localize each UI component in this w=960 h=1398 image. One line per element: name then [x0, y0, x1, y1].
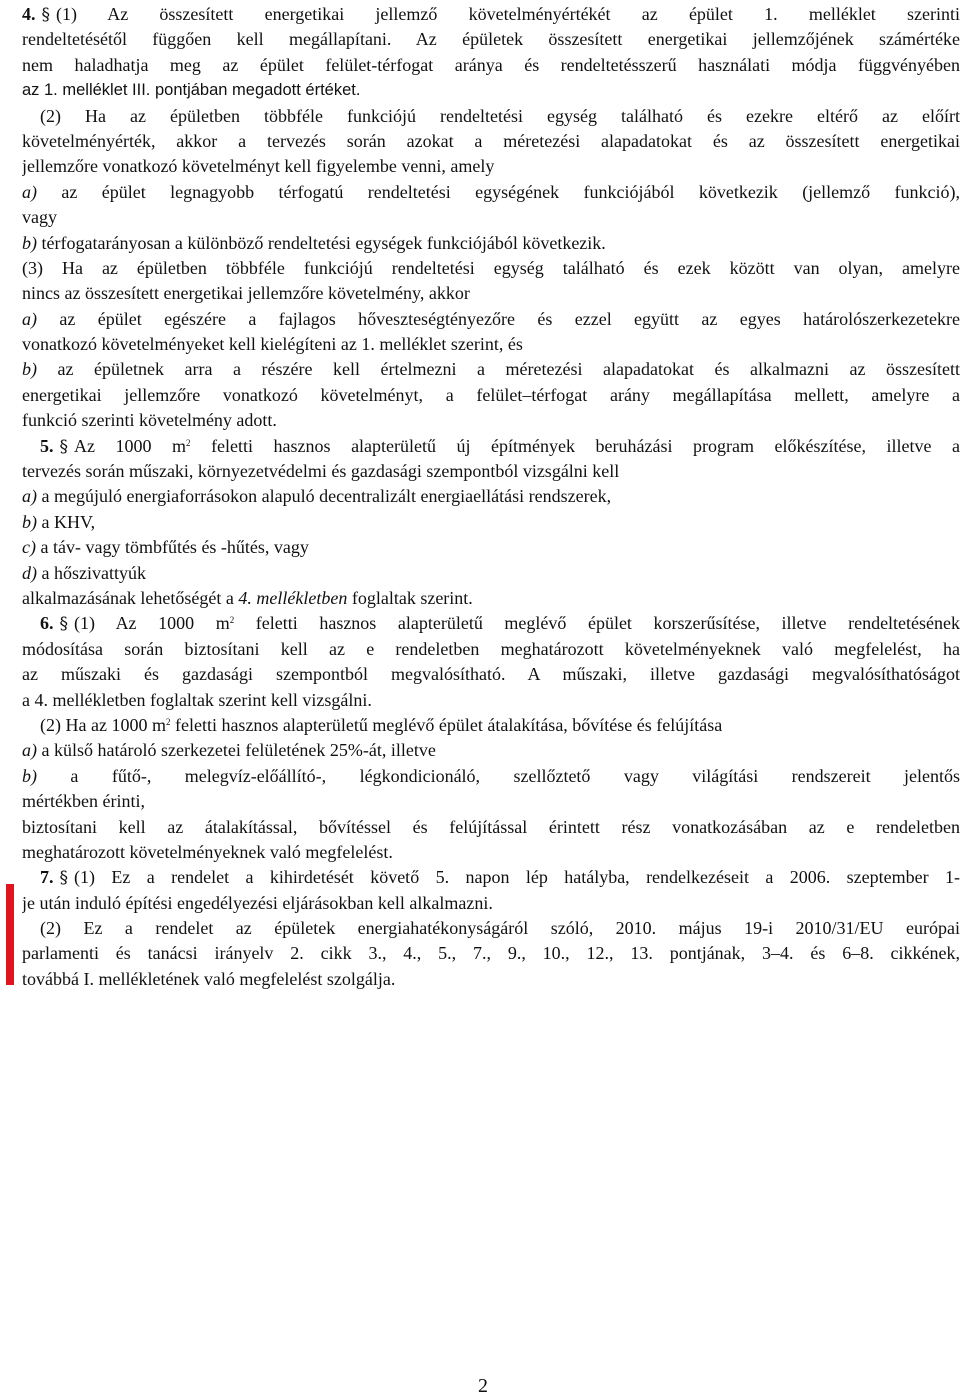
- text-line: je után induló építési engedélyezési eljárásokban kell alkalmazni.: [22, 892, 493, 913]
- superscript: 2: [165, 716, 171, 727]
- text-line: az 1. melléklet III. pontjában megadott értéket.: [22, 81, 361, 100]
- list-label: b): [22, 765, 37, 786]
- list-item: b) térfogatarányosan a különböző rendeltetési egységek funkciójából következik.: [22, 232, 606, 253]
- section-number: 7.: [40, 867, 54, 888]
- list-label: b): [22, 232, 37, 253]
- text-line: tervezés során műszaki, környezetvédelmi és gazdasági szempontból vizsgálni kell: [22, 461, 620, 482]
- text-line: alkalmazásának lehetőségét a 4. mellékletben foglaltak szerint.: [22, 587, 473, 608]
- text-line: 4. § (1) Az összesített energetikai jellemző követelményértékét az épület 1. melléklet szerinti: [22, 4, 960, 25]
- list-label: b): [22, 511, 37, 532]
- text-line: 5. § Az 1000 $m^2$ feletti hasznos alapterületű új építmények beruházási program előkészítése, illetve a: [40, 435, 960, 457]
- text-line: követelményérték, akkor a tervezés során azokat a méretezési alapadatokat és az összesített energetikai: [22, 130, 960, 151]
- text-line: energetikai jellemzőre vonatkozó követelményt, a felület–térfogat arány megállapítása mellett, amelyre a: [22, 384, 960, 405]
- list-label: d): [22, 562, 37, 583]
- list-label: b): [22, 359, 37, 380]
- text-line: biztosítani kell az átalakítással, bővítéssel és felújítással érintett rész vonatkozásában az e rendeletben: [22, 816, 960, 837]
- text-line: mértékben érinti,: [22, 791, 145, 812]
- list-item: a) a külső határoló szerkezetei felületének 25%-át, illetve: [22, 740, 436, 761]
- paragraph-sign: §: [41, 5, 50, 25]
- section-number: 4.: [22, 4, 36, 24]
- text-line: (2) Ez a rendelet az épületek energiahatékonyságáról szóló, 2010. május 19-i 2010/31/EU európai: [40, 918, 960, 939]
- text-line: a 4. mellékletben foglaltak szerint kell vizsgálni.: [22, 689, 372, 710]
- page-number: 2: [478, 1375, 488, 1397]
- list-item: a) a megújuló energiaforrásokon alapuló decentralizált energiaellátási rendszerek,: [22, 486, 612, 507]
- text-line: módosítása során biztosítani kell az e rendeletben meghatározott követelményeknek való megfelelést, ha: [22, 638, 960, 659]
- text-line: jellemzőre vonatkozó követelményt kell figyelembe venni, amely: [22, 156, 495, 177]
- document-body: [22, 2, 960, 992]
- text-line: meghatározott követelményeknek való megfelelést.: [22, 841, 393, 862]
- list-label: a): [22, 181, 37, 202]
- list-item: c) a táv- vagy tömbfűtés és -hűtés, vagy: [22, 537, 309, 558]
- paragraph-sign: §: [59, 614, 68, 635]
- list-label: a): [22, 486, 37, 507]
- superscript: 2: [186, 437, 191, 448]
- superscript: 2: [229, 615, 235, 626]
- text-line: funkció szerinti követelmény adott.: [22, 410, 277, 431]
- list-label: a): [22, 740, 37, 761]
- list-item: a) az épület legnagyobb térfogatú rendeltetési egységének funkciójából következik (jellemző funkció),: [22, 181, 960, 202]
- text-line: 6. § (1) Az 1000 $m^2$ feletti hasznos alapterületű meglévő épület korszerűsítése, illetve rendeltetésének: [40, 613, 960, 635]
- text-line: 7. § (1) Ez a rendelet a kihirdetését követő 5. napon lép hatályba, rendelkezéseit a 2006. szeptember 1-: [40, 867, 960, 889]
- text-line: (2) Ha az 1000 $m^2$ feletti hasznos alapterületű meglévő épület átalakítása, bővítése és felújítása: [40, 714, 723, 735]
- list-label: a): [22, 308, 37, 329]
- change-marker-bar: [6, 884, 14, 985]
- list-item: d) a hőszivattyúk: [22, 562, 146, 583]
- text-line: az műszaki és gazdasági szempontból megvalósítható. A műszaki, illetve gazdasági megvalósíthatóságot: [22, 664, 960, 685]
- text-line: parlamenti és tanácsi irányelv 2. cikk 3., 4., 5., 7., 9., 10., 12., 13. pontjának, 3–4. és 6–8. cikkének,: [22, 943, 960, 964]
- text-line: továbbá I. mellékletének való megfelelést szolgálja.: [22, 968, 396, 989]
- section-number: 6.: [40, 613, 54, 634]
- text-line: (3) Ha az épületben többféle funkciójú rendeltetési egység található és ezek között van olyan, amelyre: [22, 257, 960, 278]
- list-item: a) az épület egészére a fajlagos hőveszteségtényezőre és ezzel együtt az egyes határolószerkezetekre: [22, 308, 960, 329]
- section-number: 5.: [40, 435, 54, 456]
- paragraph-sign: §: [59, 436, 68, 457]
- list-label: c): [22, 537, 36, 558]
- list-item: b) a KHV,: [22, 511, 96, 532]
- text-line: vagy: [22, 207, 57, 228]
- list-item: b) az épületnek arra a részére kell értelmezni a méretezési alapadatokat és alkalmazni az összesített: [22, 359, 960, 380]
- text-line: (2) Ha az épületben többféle funkciójú rendeltetési egység található és ezekre eltérő az előírt: [40, 105, 960, 126]
- text-line: nem haladhatja meg az épület felület-térfogat aránya és rendeltetésszerű használati módja függvényében: [22, 54, 960, 75]
- text-line: vonatkozó követelményeket kell kielégíteni az 1. melléklet szerint, és: [22, 334, 523, 355]
- list-item: b) a fűtő-, melegvíz-előállító-, légkondicionáló, szellőztető vagy világítási rendszereit jelentős: [22, 765, 960, 786]
- text-line: rendeltetésétől függően kell megállapítani. Az épületek összesített energetikai jellemzőjének számértéke: [22, 29, 960, 50]
- paragraph-sign: §: [59, 868, 68, 889]
- text-line: nincs az összesített energetikai jellemzőre követelmény, akkor: [22, 283, 470, 304]
